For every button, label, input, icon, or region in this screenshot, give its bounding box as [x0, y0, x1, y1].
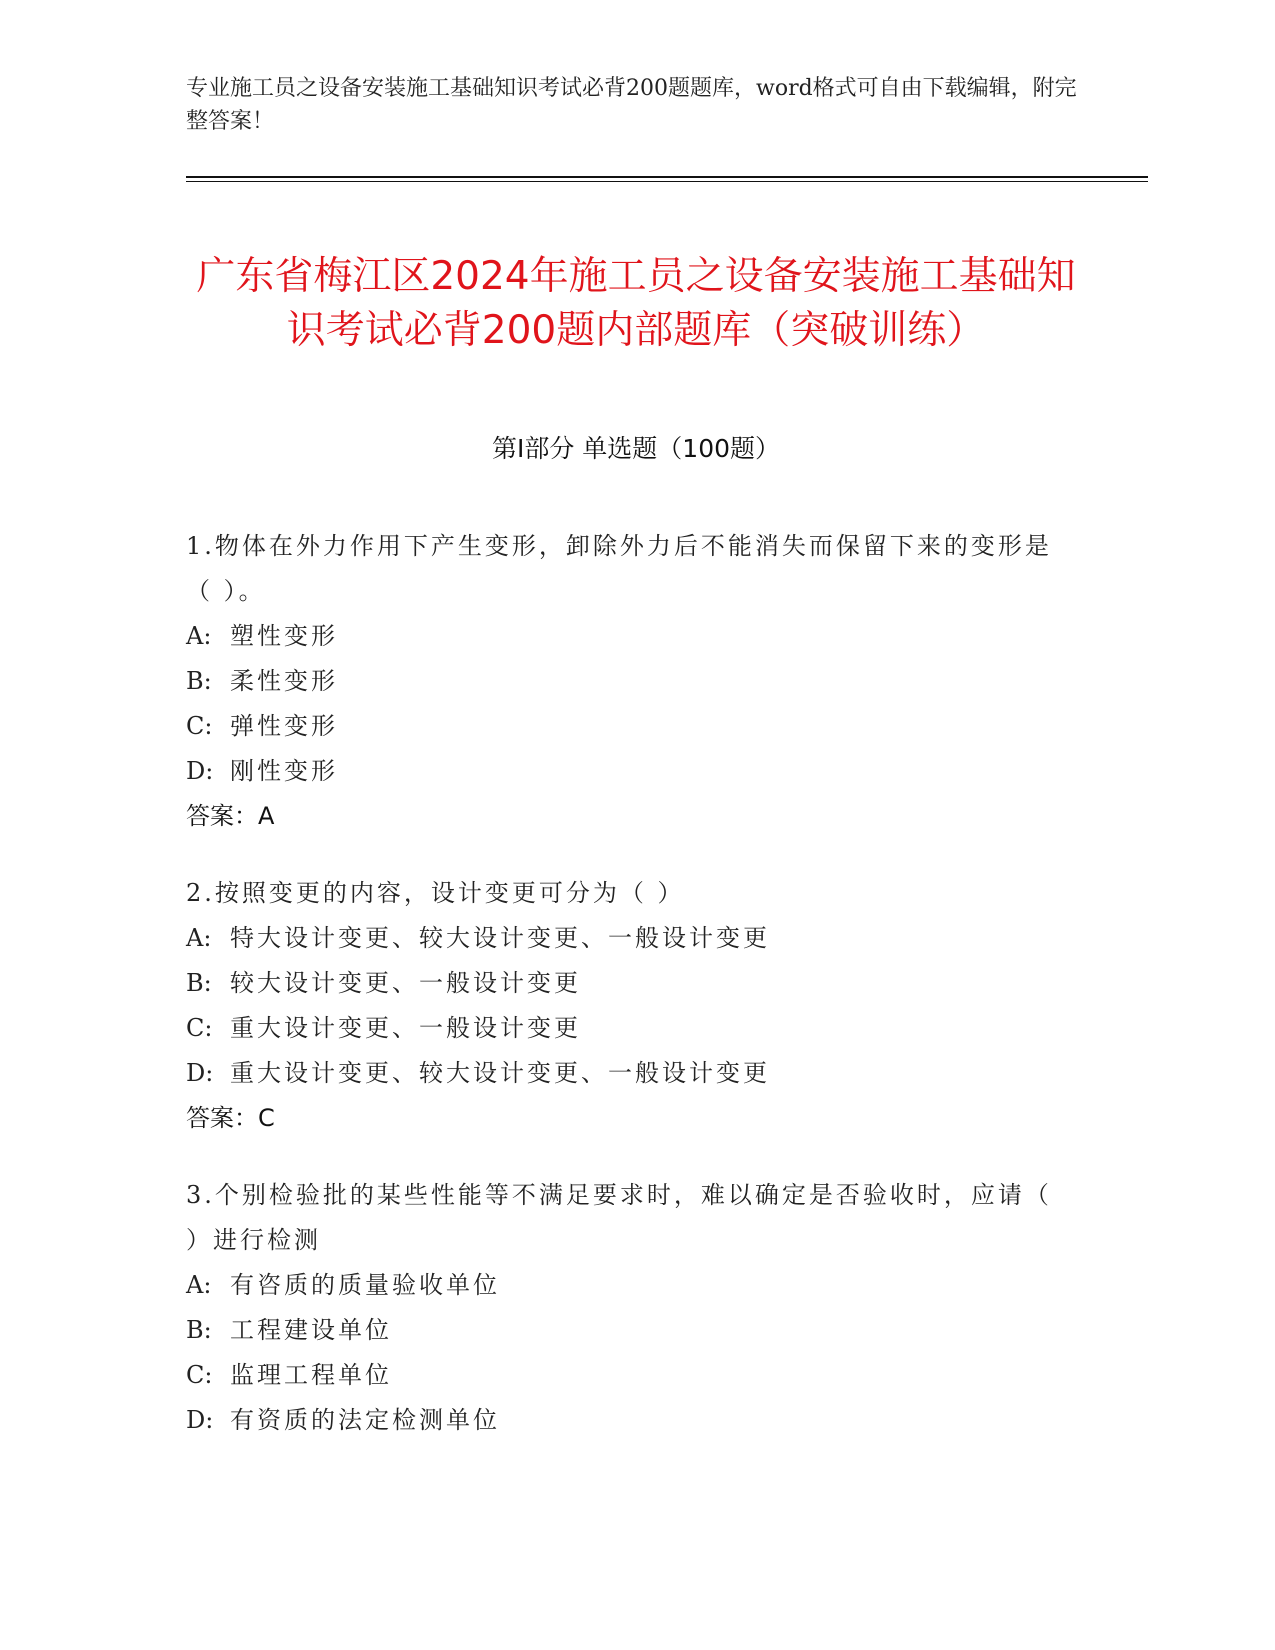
question-stem: 1.物体在外力作用下产生变形，卸除外力后不能消失而保留下来的变形是（ ）。 [186, 532, 1052, 605]
header-rule-thick [186, 176, 1148, 178]
section-heading: 第Ⅰ部分 单选题（100题） [491, 434, 781, 463]
answer: 答案：A [186, 802, 275, 830]
option-b [186, 961, 1066, 1006]
option-d [186, 1051, 1066, 1096]
option-letter: D: [186, 1059, 214, 1087]
question-2 [186, 871, 1066, 1141]
option-letter: A: [186, 1271, 212, 1299]
question-3 [186, 1173, 1066, 1443]
option-b [186, 1308, 1066, 1353]
option-text: 较大设计变更、一般设计变更 [230, 969, 581, 997]
option-d [186, 1398, 1066, 1443]
option-text: 重大设计变更、较大设计变更、一般设计变更 [230, 1059, 770, 1087]
option-letter: B: [186, 667, 212, 695]
option-text: 工程建设单位 [230, 1316, 392, 1344]
question-list [186, 524, 1066, 1475]
option-letter: C: [186, 712, 213, 740]
option-text: 柔性变形 [230, 667, 338, 695]
option-text: 弹性变形 [230, 712, 338, 740]
option-c [186, 1353, 1066, 1398]
question-1 [186, 524, 1066, 839]
option-d [186, 749, 1066, 794]
question-stem: 2.按照变更的内容，设计变更可分为（ ） [186, 879, 685, 907]
option-letter: B: [186, 1316, 212, 1344]
option-letter: A: [186, 622, 212, 650]
option-text: 重大设计变更、一般设计变更 [230, 1014, 581, 1042]
option-a [186, 614, 1066, 659]
question-stem: 3.个别检验批的某些性能等不满足要求时，难以确定是否验收时，应请（ ）进行检测 [186, 1181, 1052, 1254]
option-letter: D: [186, 757, 214, 785]
option-letter: A: [186, 924, 212, 952]
option-c [186, 704, 1066, 749]
option-letter: C: [186, 1014, 213, 1042]
header-note: 专业施工员之设备安装施工基础知识考试必背200题题库，word格式可自由下载编辑，附完整答案！ [186, 76, 1077, 134]
header-rule-thin [186, 181, 1148, 182]
option-letter: D: [186, 1406, 214, 1434]
answer: 答案：C [186, 1104, 275, 1132]
option-text: 监理工程单位 [230, 1361, 392, 1389]
option-text: 特大设计变更、较大设计变更、一般设计变更 [230, 924, 770, 952]
option-text: 刚性变形 [230, 757, 338, 785]
option-text: 塑性变形 [230, 622, 338, 650]
option-letter: B: [186, 969, 212, 997]
option-b [186, 659, 1066, 704]
option-a [186, 916, 1066, 961]
option-text: 有资质的法定检测单位 [230, 1406, 500, 1434]
option-letter: C: [186, 1361, 213, 1389]
document-title: 广东省梅江区2024年施工员之设备安装施工基础知识考试必背200题内部题库（突破训练） [196, 254, 1076, 354]
option-text: 有咨质的质量验收单位 [230, 1271, 500, 1299]
option-a [186, 1263, 1066, 1308]
option-c [186, 1006, 1066, 1051]
